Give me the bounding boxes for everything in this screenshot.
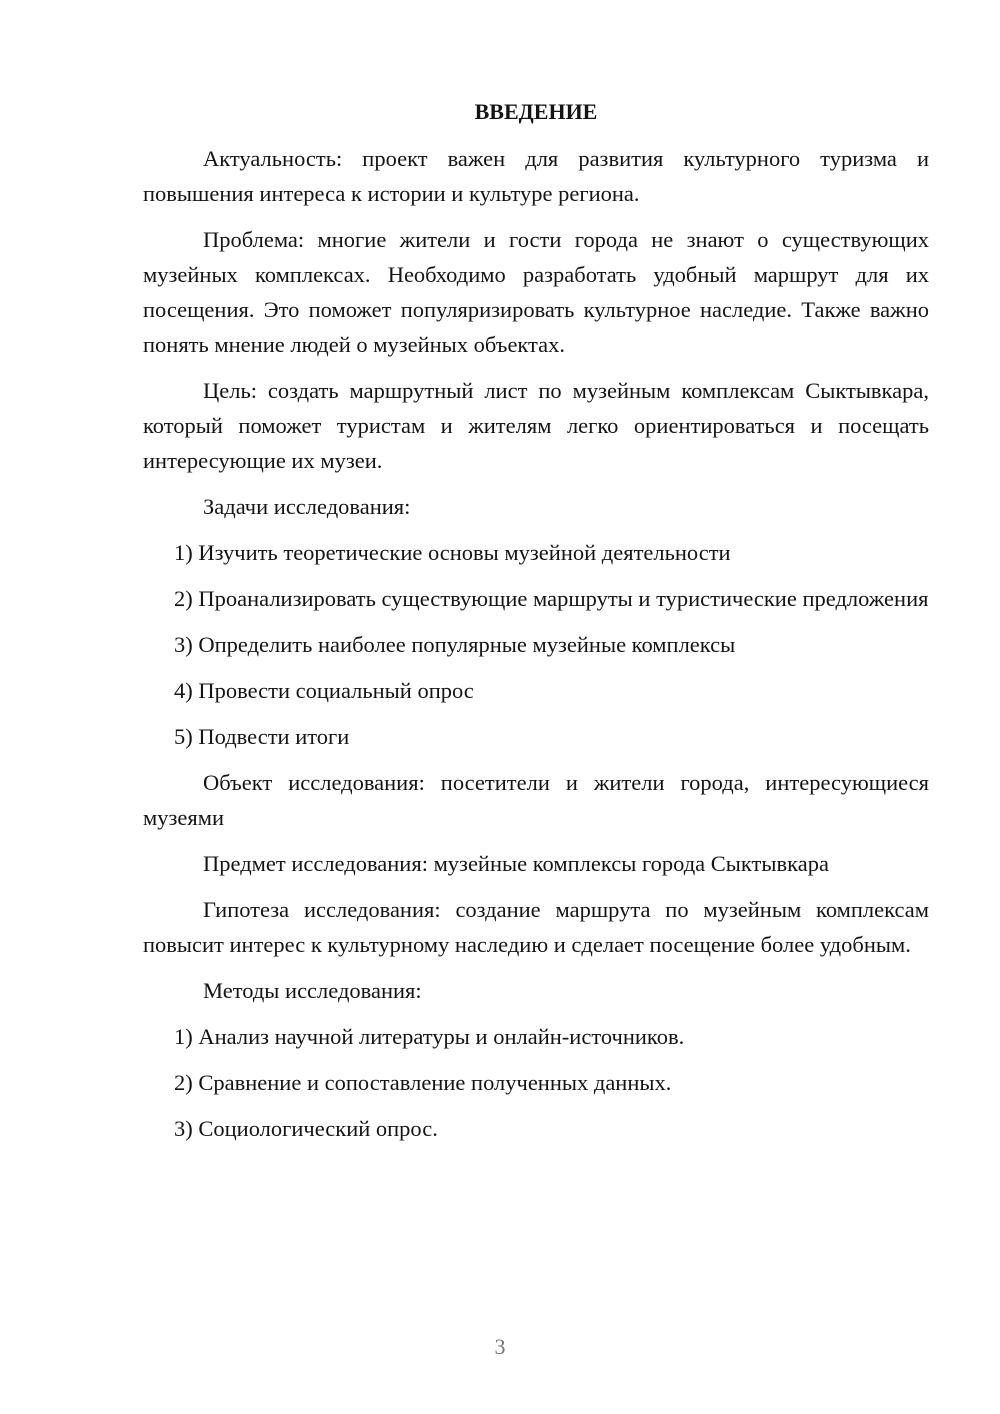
section-body bbox=[143, 141, 929, 1157]
paragraph-object: Объект исследования: посетители и жители города, интересующиеся музеями bbox=[143, 770, 929, 830]
method-item-1: 1) Анализ научной литературы и онлайн-источников. bbox=[174, 1024, 685, 1049]
task-item-3: 3) Определить наиболее популярные музейные комплексы bbox=[174, 632, 736, 657]
paragraph-subject: Предмет исследования: музейные комплексы города Сыктывкара bbox=[203, 851, 829, 876]
method-item-2: 2) Сравнение и сопоставление полученных данных. bbox=[174, 1070, 672, 1095]
task-item-2: 2) Проанализировать существующие маршруты и туристические предложения bbox=[174, 586, 929, 611]
task-item-1: 1) Изучить теоретические основы музейной деятельности bbox=[174, 540, 731, 565]
section-title: ВВЕДЕНИЕ bbox=[474, 99, 598, 124]
page-number: 3 bbox=[494, 1334, 506, 1359]
task-item-4: 4) Провести социальный опрос bbox=[174, 678, 474, 703]
paragraph-hypothesis: Гипотеза исследования: создание маршрута по музейным комплексам повысит интерес к культурному наследию и сделает посещение более удобным. bbox=[143, 897, 929, 957]
paragraph-goal: Цель: создать маршрутный лист по музейным комплексам Сыктывкара, который поможет туристам и жителям легко ориентироваться и посещать интересующие их музеи. bbox=[143, 378, 929, 473]
method-item-3: 3) Социологический опрос. bbox=[174, 1116, 438, 1141]
task-item-5: 5) Подвести итоги bbox=[174, 724, 350, 749]
methods-heading: Методы исследования: bbox=[203, 978, 422, 1003]
tasks-heading: Задачи исследования: bbox=[203, 494, 411, 519]
paragraph-relevance: Актуальность: проект важен для развития культурного туризма и повышения интереса к истории и культуре региона. bbox=[143, 146, 929, 206]
paragraph-problem: Проблема: многие жители и гости города не знают о существующих музейных комплексах. Необходимо разработать удобный маршрут для их посещения. Это поможет популяризировать культурное наследие. Также важно понять мнение людей о музейных объектах. bbox=[143, 227, 929, 357]
